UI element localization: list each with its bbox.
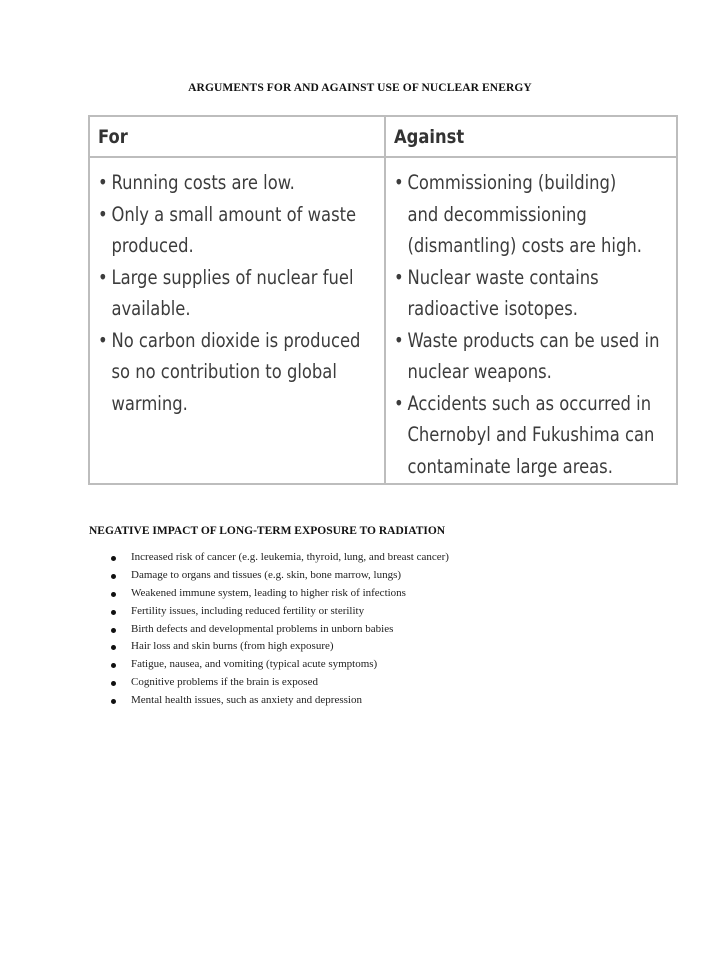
list-item-text: Fertility issues, including reduced fertility or sterility [131, 604, 365, 617]
list-item [105, 603, 449, 621]
against-item-line [394, 356, 689, 388]
against-item-text: Nuclear waste contains [407, 265, 599, 289]
for-item-text: warming. [111, 391, 188, 415]
against-item-text: nuclear weapons. [407, 360, 552, 383]
list-item [105, 585, 449, 603]
bullet-icon [111, 574, 116, 579]
against-item-line [394, 293, 689, 325]
bullet-icon: • [394, 265, 404, 289]
section-title: NEGATIVE IMPACT OF LONG-TERM EXPOSURE TO RADIATION [89, 525, 446, 537]
against-item-text: (dismantling) costs are high. [407, 234, 642, 257]
list-item [105, 621, 449, 639]
header-for: For [98, 126, 128, 148]
list-item-text: Weakened immune system, leading to higher risk of infections [131, 586, 406, 599]
bullet-icon: • [394, 171, 404, 194]
for-item-line [98, 262, 393, 294]
list-item [105, 638, 449, 656]
against-item-line [394, 262, 689, 294]
list-item [105, 674, 449, 692]
list-item-text: Hair loss and skin burns (from high exposure) [131, 640, 334, 653]
for-item-line [98, 230, 393, 262]
bullet-icon: • [394, 391, 404, 415]
list-item-text: Damage to organs and tissues (e.g. skin, bone marrow, lungs) [131, 568, 402, 581]
bullet-icon [111, 610, 116, 615]
for-item-line [98, 356, 393, 388]
against-list [394, 167, 676, 482]
for-item-text: produced. [111, 234, 194, 257]
list-item-text: Increased risk of cancer (e.g. leukemia, thyroid, lung, and breast cancer) [131, 551, 449, 563]
against-item-text: Chernobyl and Fukushima can [407, 423, 655, 446]
bullet-icon [111, 556, 116, 561]
against-item-text: contaminate large areas. [407, 454, 613, 478]
for-against-table [88, 115, 678, 485]
against-item-line [394, 325, 689, 357]
for-item-text: Only a small amount of waste [111, 202, 357, 226]
against-item-line [394, 199, 689, 231]
against-item-line [394, 230, 689, 262]
against-item-text: Commissioning (building) [407, 171, 617, 194]
for-item-line [98, 167, 393, 199]
against-item-text: Waste products can be used in [407, 328, 660, 352]
bullet-icon: • [394, 328, 404, 352]
for-item-line [98, 325, 393, 357]
list-item-text: Birth defects and developmental problems in unborn babies [131, 622, 394, 635]
page-title: ARGUMENTS FOR AND AGAINST USE OF NUCLEAR ENERGY [188, 82, 532, 94]
bullet-icon: • [98, 202, 108, 226]
bullet-icon: • [98, 328, 108, 352]
table-header-row [90, 117, 676, 158]
bullet-icon [111, 681, 116, 686]
against-item-line [394, 419, 689, 451]
against-item-text: and decommissioning [407, 202, 587, 226]
list-item-text: Mental health issues, such as anxiety and depression [131, 694, 362, 707]
for-list [98, 167, 380, 419]
list-item [105, 692, 449, 710]
against-item-text: radioactive isotopes. [407, 297, 578, 320]
for-item-text: Large supplies of nuclear fuel [111, 265, 354, 289]
list-item-text: Fatigue, nausea, and vomiting (typical acute symptoms) [131, 658, 378, 671]
for-item-text: so no contribution to global [111, 360, 337, 383]
list-item [105, 567, 449, 585]
bullet-icon: • [98, 171, 108, 194]
against-item-line [394, 388, 689, 420]
against-item-text: Accidents such as occurred in [407, 391, 652, 415]
bullet-icon [111, 699, 116, 704]
for-item-line [98, 293, 393, 325]
list-item-text: Cognitive problems if the brain is exposed [131, 676, 318, 689]
for-item-line [98, 388, 393, 420]
against-item-line [394, 167, 689, 199]
bullet-icon [111, 592, 116, 597]
bullet-icon: • [98, 265, 108, 289]
bullet-icon [111, 663, 116, 668]
impact-list [105, 549, 449, 710]
list-item [105, 549, 449, 567]
bullet-icon [111, 645, 116, 650]
list-item [105, 656, 449, 674]
for-item-text: available. [111, 297, 191, 320]
for-item-line [98, 199, 393, 231]
against-item-line [394, 451, 689, 483]
header-against: Against [394, 126, 465, 148]
for-item-text: No carbon dioxide is produced [111, 328, 361, 352]
for-item-text: Running costs are low. [111, 171, 295, 194]
bullet-icon [111, 628, 116, 633]
